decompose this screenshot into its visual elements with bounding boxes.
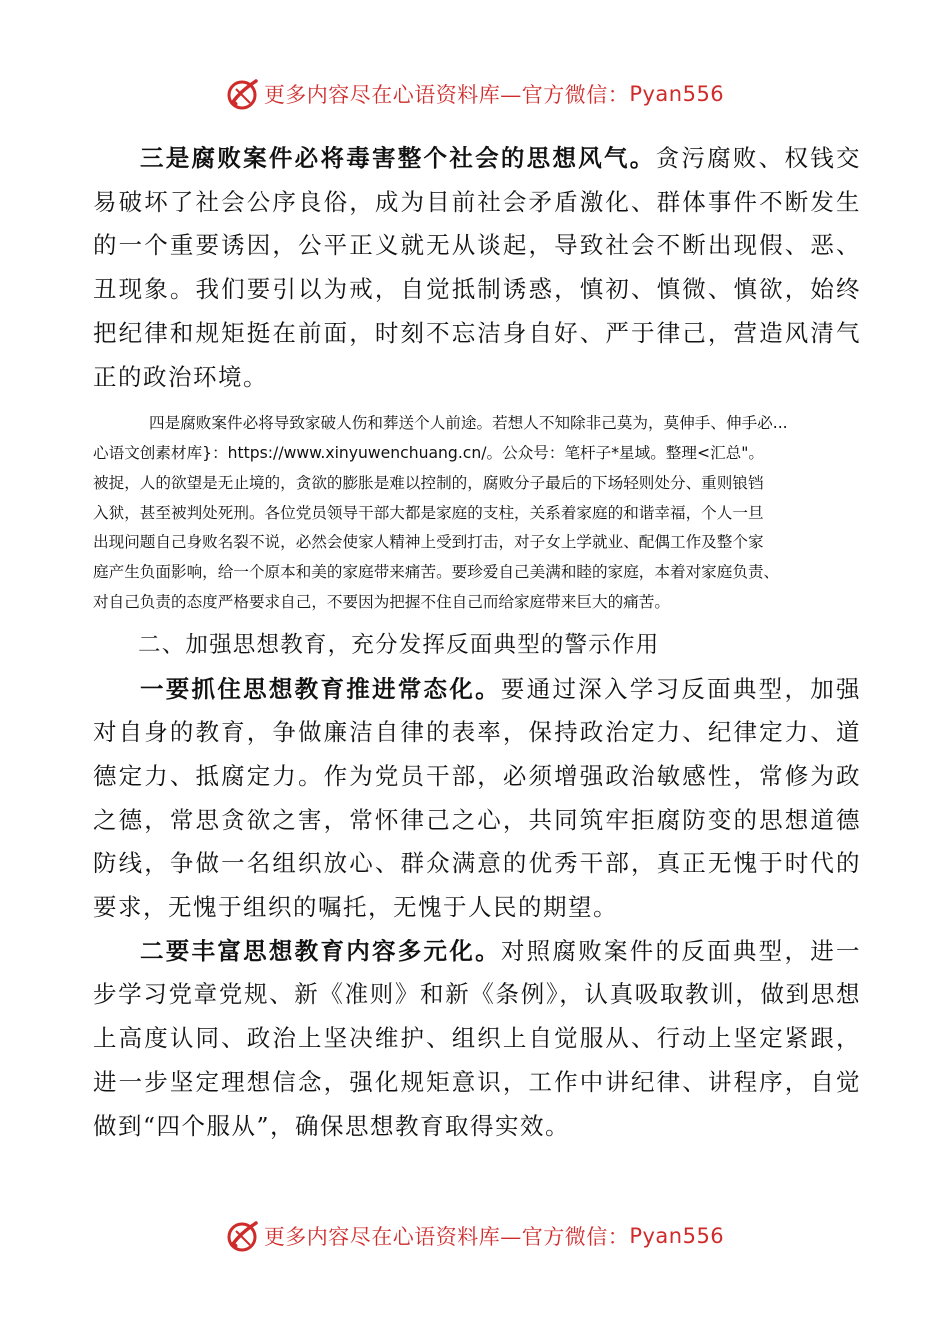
paragraph-three-lead: 三是腐败案件必将毒害整个社会的思想风气。 xyxy=(140,144,656,172)
watermark-wechat-id: Pyan556 xyxy=(629,1224,725,1248)
paragraph-four-line: 对自己负责的态度严格要求自己，不要因为把握不住自己而给家庭带来巨大的痛苦。 xyxy=(93,593,670,611)
header-watermark xyxy=(0,72,950,116)
paragraph-four-line: 入狱，甚至被判处死刑。各位党员领导干部大都是家庭的支柱，关系着家庭的和谐幸福，个人一旦 xyxy=(93,503,764,522)
watermark-text: 更多内容尽在心语资料库—官方微信： xyxy=(263,1225,630,1249)
paragraph-four xyxy=(93,409,861,618)
paragraph-four-line: 庭产生负面影响，给一个原本和美的家庭带来痛苦。要珍爱自己美满和睦的家庭，本着对家庭负责、 xyxy=(93,563,780,582)
section-heading-two: 二、加强思想教育，充分发挥反面典型的警示作用 xyxy=(138,631,660,658)
watermark-text: 更多内容尽在心语资料库—官方微信： xyxy=(263,83,630,107)
paragraph-four-line: 出现问题自己身败名裂不说，必然会使家人精神上受到打击，对子女上学就业、配偶工作及整个家 xyxy=(93,533,764,552)
paragraph-four-line: 心语文创素材库}：https://www.xinyuwenchuang.cn/。公众号：笔杆子*星域。整理<汇总"。 xyxy=(93,444,765,463)
brush-logo-icon xyxy=(226,1219,260,1253)
document-body xyxy=(93,137,861,1148)
brush-logo-icon xyxy=(226,77,260,111)
first-requirement-lead: 一要抓住思想教育推进常态化。 xyxy=(140,674,501,703)
paragraph-four-line: 被捉，人的欲望是无止境的，贪欲的膨胀是难以控制的，腐败分子最后的下场轻则处分、重则锒铛 xyxy=(93,473,764,492)
second-requirement-text: 对照腐败案件的反面典型，进一步学习党章党规、新《准则》和新《条例》，认真吸取教训，做到思想上高度认同、政治上坚决维护、组织上自觉服从、行动上坚定紧跟，进一步坚定理想信念，强化规矩意识，工作中讲纪律、讲程序，自觉做到“四个服从”，确保思想教育取得实效。 xyxy=(93,936,862,1140)
first-requirement-text: 要通过深入学习反面典型，加强对自身的教育，争做廉洁自律的表率，保持政治定力、纪律定力、道德定力、抵腐定力。作为党员干部，必须增强政治敏感性，常修为政之德，常思贪欲之害，常怀律己之心，共同筑牢拒腐防变的思想道德防线，争做一名组织放心、群众满意的优秀干部，真正无愧于时代的要求，无愧于组织的嘱托，无愧于人民的期望。 xyxy=(93,674,862,922)
watermark-wechat-id: Pyan556 xyxy=(629,82,725,106)
paragraph-four-line: 四是腐败案件必将导致家破人伤和葬送个人前途。若想人不知除非己莫为，莫伸手、伸手必... xyxy=(149,414,788,433)
paragraph-three-text: 贪污腐败、权钱交易破坏了社会公序良俗，成为目前社会矛盾激化、群体事件不断发生的一个重要诱因，公平正义就无从谈起，导致社会不断出现假、恶、丑现象。我们要引以为戒，自觉抵制诱惑，慎初、慎微、慎欲，始终把纪律和规矩挺在前面，时刻不忘洁身自好、严于律己，营造风清气正的政治环境。 xyxy=(93,144,862,391)
footer-watermark xyxy=(0,1214,950,1258)
paragraph-first-requirement xyxy=(93,668,861,930)
paragraph-second-requirement xyxy=(93,930,861,1149)
second-requirement-lead: 二要丰富思想教育内容多元化。 xyxy=(140,936,501,965)
paragraph-three xyxy=(93,137,861,399)
